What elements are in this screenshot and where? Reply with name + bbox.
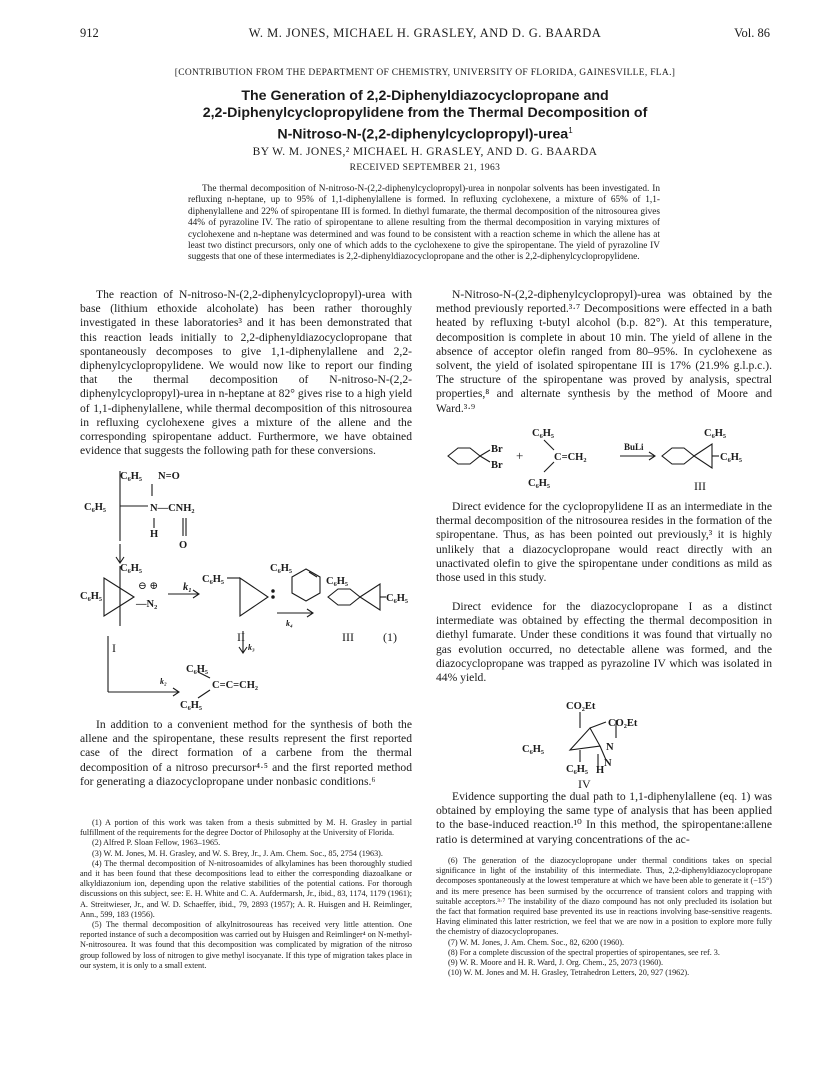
scheme-n2-charge: ⊖ ⊕ [138,581,159,592]
scheme-h: H [150,529,159,540]
running-head: W. M. JONES, MICHAEL H. GRASLEY, AND D. G. BAARDA [248,26,602,40]
footnote-3: (3) W. M. Jones, M. H. Grasley, and W. S. Brey, Jr., J. Am. Chem. Soc., 85, 2754 (1963). [92,848,383,858]
scheme-allene: C=C=CH₂ [212,680,259,691]
synth-c6h5: C₆H₅ [528,478,551,489]
left-para-1-text: The reaction of N-nitroso-N-(2,2-diphenylcyclopropyl)-urea with base (lithium ethoxide alcoholate) has been rather thoroughly investigated in these laboratories³ and it has been demonstrated that this reaction leads initially to 2,2-diphenyldiazocyclopropane that spontaneously decomposes to give 1,1-diphenylallene and 2,2-diphenylcyclopropylidene. We would now like to report our finding that the thermal decomposition of N-nitroso-N-(2,2-diphenylcyclopropyl)-urea in n-heptane at 82° gives rise to a high yield of 1,1-diphenylallene, while thermal decomposition of this nitrosourea in refluxing cyclohexene gives a mixture of the allene and the corresponding spiropentane adduct. Furthermore, we have obtained evidence that suggests the following path for these conversions. [80,288,412,458]
cyclopropane-I [104,578,134,616]
scheme-c6h5: C₆H₅ [202,574,225,585]
scheme-c6h5: C₆H₅ [120,471,143,482]
synth-c6h5: C₆H₅ [720,452,743,463]
pyrazoline-n: N [604,758,612,769]
right-column-para-1 [436,288,772,416]
right-column-para-3 [436,600,772,685]
scheme-c6h5: C₆H₅ [386,593,409,604]
received-date: RECEIVED SEPTEMBER 21, 1963 [349,163,501,173]
synth-label-III: III [694,479,706,493]
synth-hexagon [448,448,480,464]
scheme-n-eq-o: N=O [158,471,180,482]
spiro-cyclopropane [360,584,380,610]
contribution-line: [CONTRIBUTION FROM THE DEPARTMENT OF CHEMISTRY, UNIVERSITY OF FLORIDA, GAINESVILLE, FLA.] [174,68,676,78]
synth-spiro-cyclopropane [694,444,712,468]
reaction-scheme-eq1 [80,466,412,710]
right-para-1-text: N-Nitroso-N-(2,2-diphenylcyclopropyl)-urea was obtained by the method previously reported.³·⁷ Decompositions were effected in a bath heated by refluxing t-butyl alcohol (b.p. 82°). At this temperature, decomposition is complete in about 10 min. The yield of allene in the absence of acceptor olefin ranged from 80–95%. In cyclohexene as solvent, the yield of isolated spiropentane III is 17% (21.9% g.l.p.c.). The structure of the spiropentane was proved by analysis, spectral properties,⁸ and alternate synthesis by the method of Moore and Ward.³·⁹ [436,288,772,415]
scheme-k2: k₂ [160,677,167,686]
running-header [80,26,770,44]
scheme-c6h5: C₆H₅ [120,563,143,574]
pyrazoline-h: H [596,765,605,776]
footnote-6: (6) The generation of the diazocyclopropane under thermal conditions takes on special significance in light of the instability of this intermediate. Thus, 2,2-diphenyldiazocyclopropane decomposes spontaneously at the lowest temperature at which we have been able to generate it (−15°) and its mere presence has been surmised by the occurrence of transient colors and trapping with suitable acceptors.³·⁷ The instability of the diazo compound has not only precluded its isolation but the fact that formation required base prevented its use in reactions involving base-sensitive reagents. Having eliminated this latter restriction, we feel that we are now in a position to explore more fully the chemistry of diazocyclopropanes. [436,856,772,937]
right-para-3-text: Direct evidence for the diazocyclopropane I as a distinct intermediate was obtained by effecting the thermal decomposition in diethyl fumarate. Under these conditions it was found that virtually no gas evolution occurred, no detectable allene was formed, and the diazocyclopropane was trapped as pyrazoline IV which was isolated in 44% yield. [436,600,772,685]
footnote-7: (7) W. M. Jones, J. Am. Chem. Soc., 82, 6200 (1960). [448,937,625,947]
authors: BY W. M. JONES,² MICHAEL H. GRASLEY, AND D. G. BAARDA [252,146,598,158]
pyrazoline-cyclopropane [570,728,600,750]
scheme-c6h5: C₆H₅ [186,664,209,675]
title-line-1: The Generation of 2,2-Diphenyldiazocyclopropane and [241,88,609,104]
scheme-label-III: III [342,630,354,644]
footnote-2: (2) Alfred P. Sloan Fellow, 1963–1965. [92,838,221,848]
scheme-k4: k₄ [286,619,293,628]
scheme-k3: k₃ [248,643,255,652]
scheme-c6h5: C₆H₅ [180,700,203,710]
scheme-c6h5: C₆H₅ [84,502,107,513]
synth-buli: BuLi [624,442,644,452]
scheme-k1: k₁ [183,582,192,593]
right-column-para-2 [436,500,772,585]
footnote-8: (8) For a complete discussion of the spectral properties of spiropentanes, see ref. 3. [448,947,720,957]
scheme-n2: —N₂ [136,599,158,610]
abstract [188,184,660,264]
cyclopropylidene-II [240,578,268,616]
pyrazoline-n: N [606,742,614,753]
left-para-2-text: In addition to a convenient method for the synthesis of both the allene and the spiropentane, these results represent the first reported case of the direct formation of a carbene from the thermal decomposition of a nitroso precursor⁴·⁵ and the first reported method for generating a diazocyclopropane under nonbasic conditions.⁶ [80,718,412,788]
footnote-1: (1) A portion of this work was taken from a thesis submitted by M. H. Grasley in partial fulfillment of the requirements for the degree Doctor of Philosophy at the University of Florida. [80,818,412,838]
title-line-3 [120,122,730,144]
title-line-2: 2,2-Diphenylcyclopropylidene from the Thermal Decomposition of [202,105,648,121]
pyrazoline-IV-structure [520,698,730,790]
left-column-para-2 [80,718,412,789]
cyclohexene-ring [292,569,320,601]
scheme-c6h5: C₆H₅ [270,563,293,574]
synth-br: Br [491,444,503,455]
footnote-4: (4) The thermal decomposition of N-nitrosoamides of alkylamines has been thoroughly studied and it has been found that these decompositions lead to either the corresponding diazoalkane or alkyldiazonium ion, depending upon the relative stabilities of the potential cations. For thorough discussions on this subject, see: E. H. White and C. A. Aufdermarsh, Jr., ibid., 83, 1174, 1179 (1961); A. Streitwieser, Jr., and W. D. Schaeffer, ibid., 79, 2893 (1957); A. R. Huisgen and H. Reimlinger, Ann., 599, 183 (1956). [80,858,412,919]
left-column-para-1 [80,288,412,458]
scheme-c6h5: C₆H₅ [326,576,349,587]
spiro-hexagon [328,589,360,605]
footnote-9: (9) W. R. Moore and H. R. Ward, J. Org. Chem., 25, 2073 (1960). [448,958,664,968]
abstract-text: The thermal decomposition of N-nitroso-N-(2,2-diphenylcyclopropyl)-urea in nonpolar solvents has been investigated. In refluxing n-heptane, up to 95% of 1,1-diphenylallene is formed. In refluxing cyclohexene, a mixture of 65% of 1,1-diphenylallene and 22% of spiropentane III is formed. In diethyl fumarate, the thermal decomposition of the nitrosourea gives 44% of pyrazoline IV. The ratio of spiropentane to allene resulting from the thermal decomposition in varying mixtures of cyclohexene and n-heptane was determined and was found to be consistent with a reaction scheme in which the allene has at least two distinct precursors, only one of which adds to the cyclohexene to give the spiropentane. The yield of pyrazoline IV suggests that one of these intermediates is 2,2-diphenyldiazocyclopropane and the other is 2,2-diphenylcyclopropylidene. [188,184,660,263]
article-title [120,88,730,144]
synth-c6h5: C₆H₅ [532,428,555,439]
footnote-10: (10) W. M. Jones and M. H. Grasley, Tetrahedron Letters, 20, 927 (1962). [448,968,690,978]
scheme-o: O [179,540,188,551]
volume-label: Vol. 86 [734,26,770,40]
footnote-5: (5) The thermal decomposition of alkylnitrosoureas has received very little attention. One reported instance of such a decomposition was carried out by Huisgen and Reimlinger⁴ on N-methyl-N-nitrosourea. It was found that this decomposition was complicated by migration of the nitroso group followed by loss of nitrogen to give methyl isocyanate. If this type of migration takes place in our system, it is only to a small extent. [80,920,412,970]
pyrazoline-c6h5: C₆H₅ [522,744,545,755]
synth-ch2: C=CH₂ [554,452,587,463]
equation-number: (1) [383,630,397,644]
scheme-label-I: I [112,641,116,655]
pyrazoline-label-IV: IV [578,777,591,790]
title-footnote-mark: 1 [568,126,573,135]
scheme-n-cnh2: N—CNH₂ [150,503,195,514]
synth-spiro-hexagon [662,448,694,464]
synth-c6h5: C₆H₅ [704,428,727,439]
footnotes-right [436,856,772,978]
right-column-para-4 [436,790,772,847]
footnotes-left [80,818,412,971]
pyrazoline-co2et: CO₂Et [608,718,638,729]
synth-br: Br [491,460,503,471]
pyrazoline-c6h5: C₆H₅ [566,764,589,775]
title-line-3-text: N-Nitroso-N-(2,2-diphenylcyclopropyl)-urea [277,126,569,143]
alternate-synthesis-scheme [436,418,772,494]
scheme-label-II: II [237,630,245,644]
page-number: 912 [80,26,99,40]
synth-plus: + [516,448,524,463]
right-para-2-text: Direct evidence for the cyclopropylidene II as an intermediate in the thermal decomposition of the nitrosourea resides in the formation of the spiropentane. Thus, as has been pointed out previously,³ it is highly unlikely that a diazocyclopropane would react directly with an unactivated olefin to give the spiropentane under conditions as mild as those used in this study. [436,500,772,585]
pyrazoline-co2et: CO₂Et [566,701,596,712]
scheme-c6h5: C₆H₅ [80,591,103,602]
right-para-4-text: Evidence supporting the dual path to 1,1-diphenylallene (eq. 1) was obtained by employing the same type of analysis that has been applied to the base-induced reaction.¹⁰ In this method, the spiropentane:allene ratio is determined at varying concentrations of the ac- [436,790,772,846]
